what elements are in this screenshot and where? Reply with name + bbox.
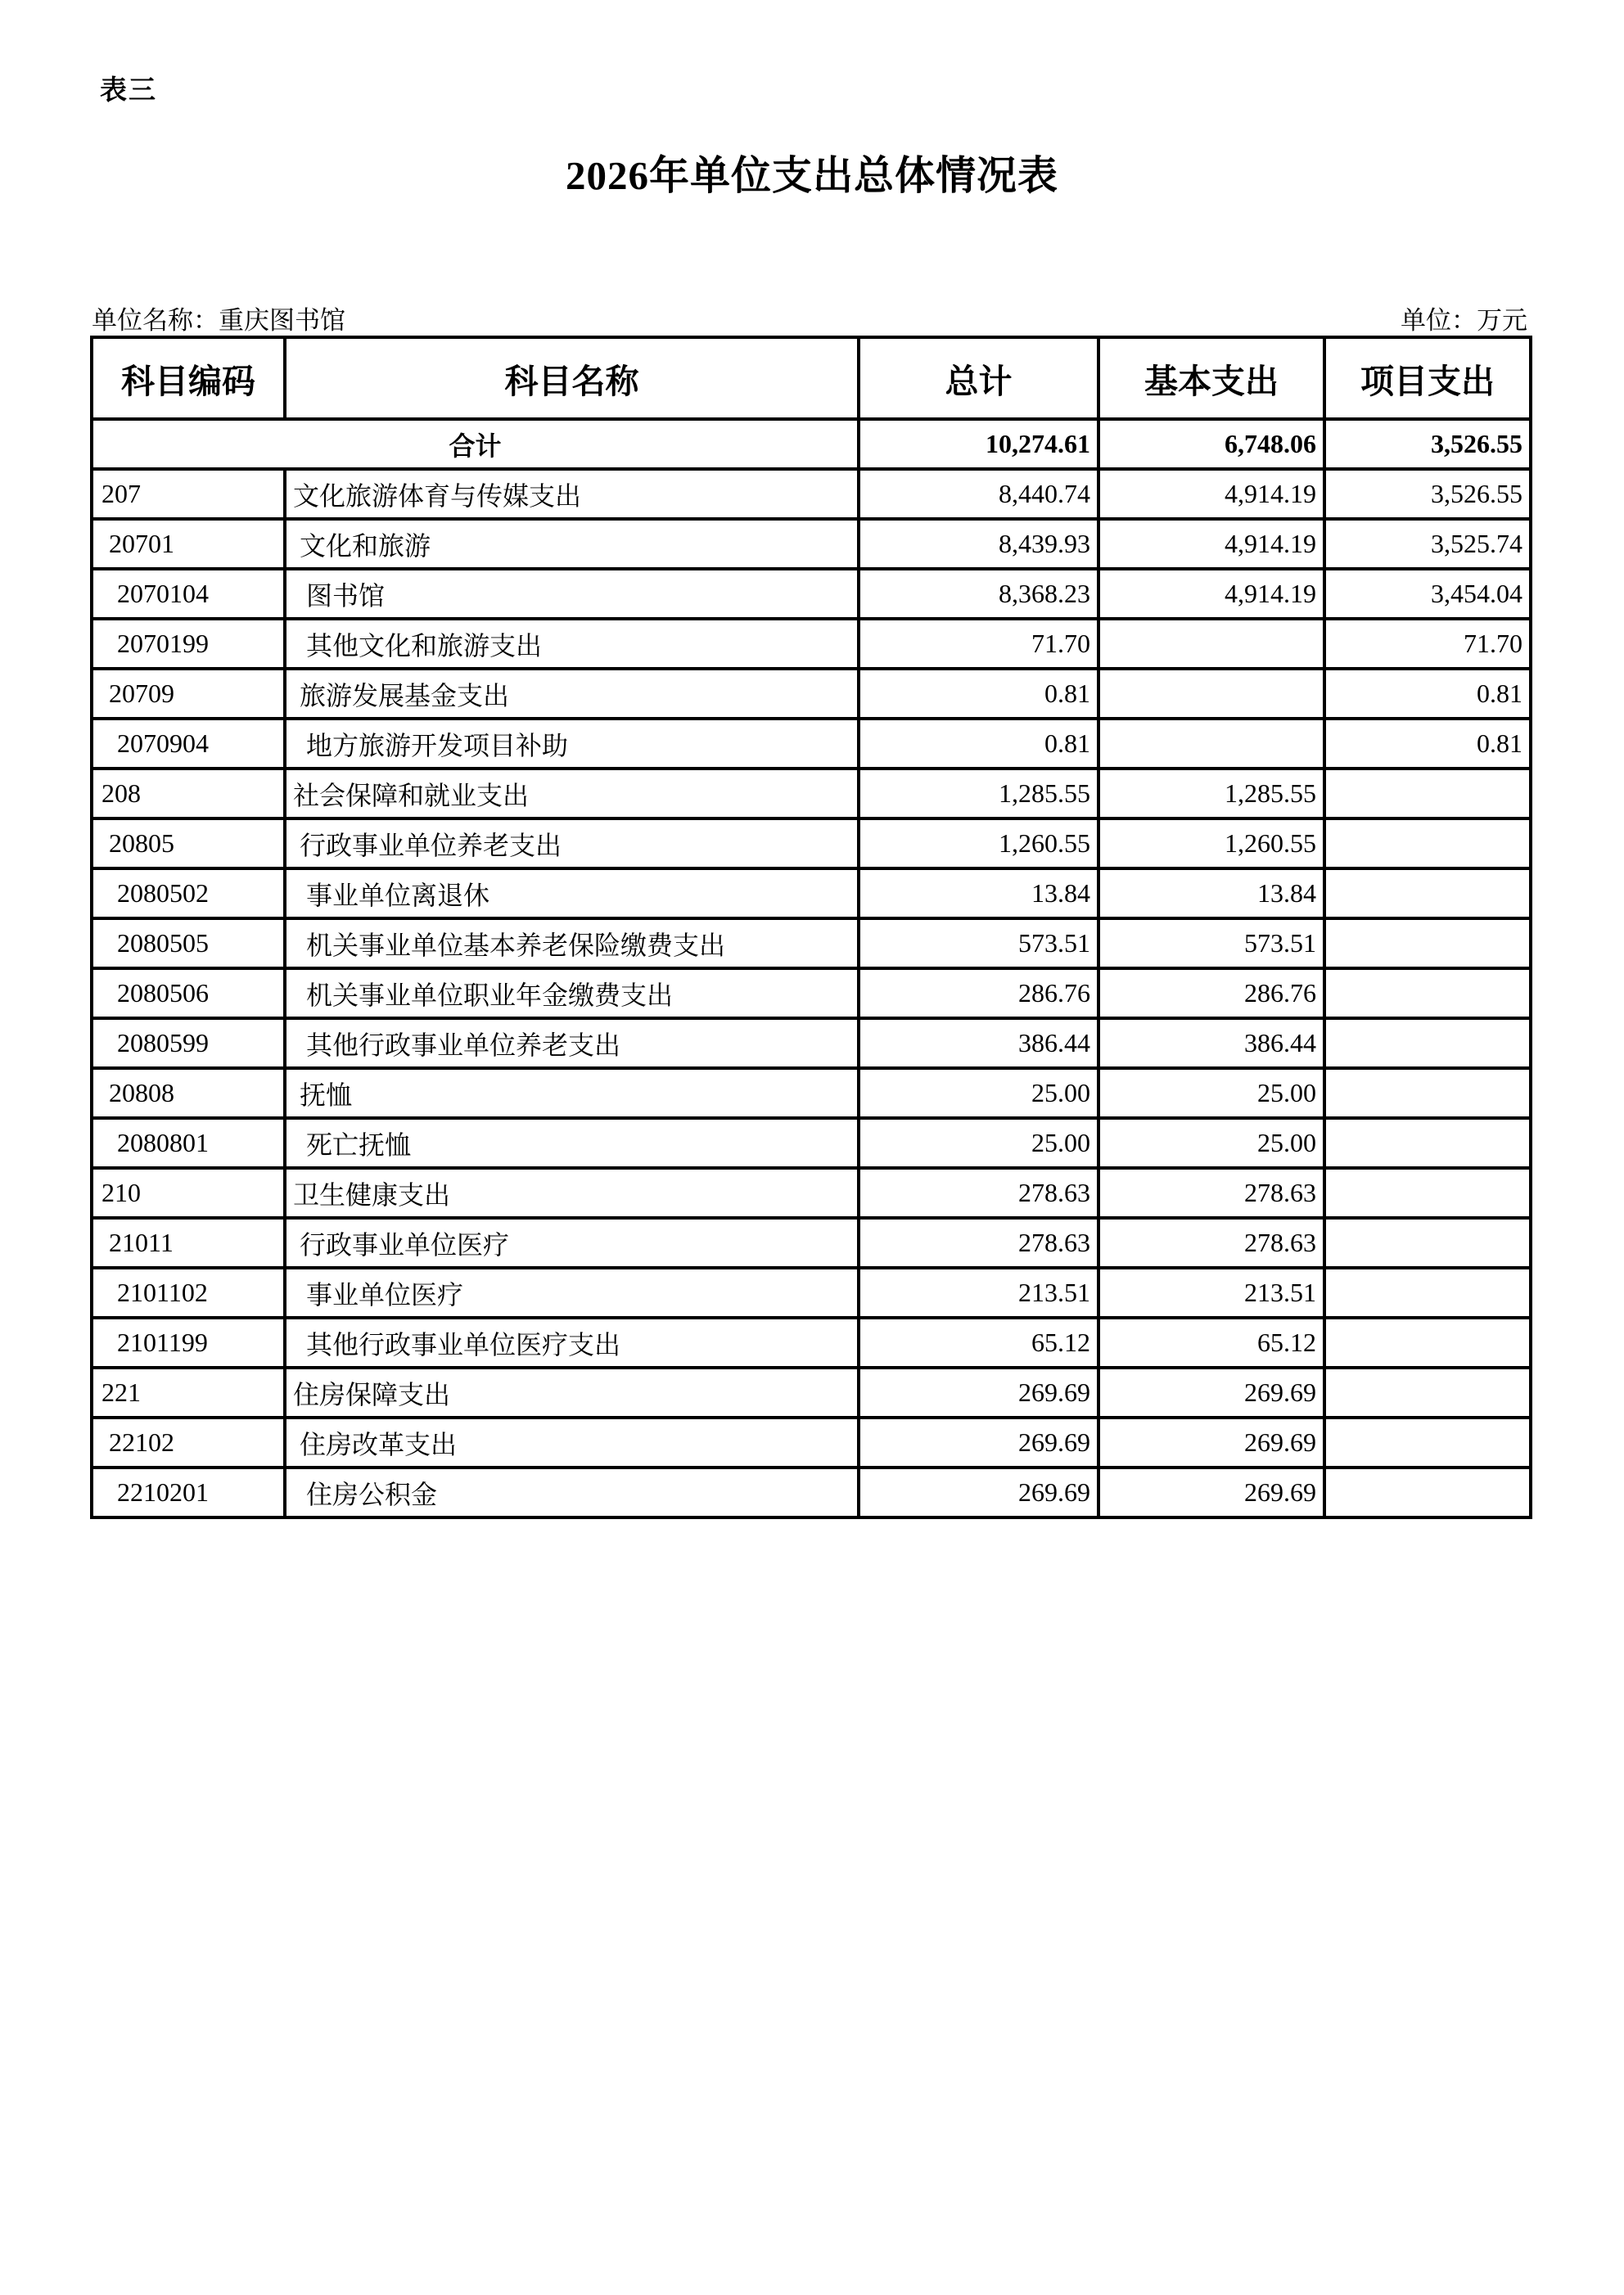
project-expenditure-cell [1324,1068,1531,1118]
subject-code-cell: 21011 [92,1218,285,1268]
basic-expenditure-cell: 25.00 [1098,1068,1324,1118]
project-expenditure-cell: 3,454.04 [1324,569,1531,619]
subject-code-cell: 2080506 [92,968,285,1018]
basic-expenditure-cell: 278.63 [1098,1168,1324,1218]
table-row [92,1068,1531,1118]
project-expenditure-cell: 3,526.55 [1324,469,1531,519]
basic-expenditure-cell: 269.69 [1098,1368,1324,1418]
total-value-cell: 573.51 [859,918,1098,968]
table-row [92,1168,1531,1218]
total-value-cell: 286.76 [859,968,1098,1018]
total-value-cell: 25.00 [859,1118,1098,1168]
project-expenditure-cell [1324,1018,1531,1068]
basic-expenditure-cell [1098,719,1324,769]
summary-label-cell: 合计 [92,419,859,469]
subject-code-cell: 2210201 [92,1468,285,1517]
subject-name-cell: 机关事业单位职业年金缴费支出 [285,968,859,1018]
total-value-cell: 8,368.23 [859,569,1098,619]
unit-of-measure-label: 单位：万元 [1401,306,1527,335]
basic-expenditure-cell: 386.44 [1098,1018,1324,1068]
subject-name-cell: 行政事业单位医疗 [285,1218,859,1268]
basic-expenditure-cell: 25.00 [1098,1118,1324,1168]
basic-expenditure-cell: 13.84 [1098,868,1324,918]
total-value-cell: 269.69 [859,1368,1098,1418]
total-value-cell: 65.12 [859,1318,1098,1368]
table-row [92,1268,1531,1318]
subject-code-cell: 2101199 [92,1318,285,1368]
total-value-cell: 278.63 [859,1218,1098,1268]
total-value-cell: 0.81 [859,669,1098,719]
subject-name-cell: 文化和旅游 [285,519,859,569]
project-expenditure-cell: 3,525.74 [1324,519,1531,569]
subject-name-cell: 旅游发展基金支出 [285,669,859,719]
project-expenditure-cell: 0.81 [1324,719,1531,769]
subject-code-cell: 2070199 [92,619,285,669]
basic-expenditure-cell: 286.76 [1098,968,1324,1018]
subject-name-cell: 机关事业单位基本养老保险缴费支出 [285,918,859,968]
basic-expenditure-cell: 269.69 [1098,1468,1324,1517]
project-expenditure-cell: 3,526.55 [1324,419,1531,469]
subject-code-cell: 20701 [92,519,285,569]
header-subject-name: 科目名称 [285,337,859,419]
table-row [92,1018,1531,1068]
total-value-cell: 213.51 [859,1268,1098,1318]
table-row [92,868,1531,918]
basic-expenditure-cell: 269.69 [1098,1418,1324,1468]
header-subject-code: 科目编码 [92,337,285,419]
table-body [92,419,1531,1517]
total-value-cell: 269.69 [859,1418,1098,1468]
subject-code-cell: 20709 [92,669,285,719]
table-row [92,1118,1531,1168]
basic-expenditure-cell [1098,619,1324,669]
table-row [92,818,1531,868]
table-row [92,719,1531,769]
table-row [92,1318,1531,1368]
total-value-cell: 1,285.55 [859,769,1098,818]
total-value-cell: 269.69 [859,1468,1098,1517]
subject-name-cell: 事业单位医疗 [285,1268,859,1318]
table-row [92,1468,1531,1517]
header-project-expenditure: 项目支出 [1324,337,1531,419]
total-value-cell: 0.81 [859,719,1098,769]
total-value-cell: 10,274.61 [859,419,1098,469]
subject-code-cell: 2101102 [92,1268,285,1318]
table-row [92,1368,1531,1418]
subject-code-cell: 2070904 [92,719,285,769]
subject-code-cell: 2080502 [92,868,285,918]
subject-name-cell: 其他文化和旅游支出 [285,619,859,669]
subject-code-cell: 2070104 [92,569,285,619]
subject-code-cell: 20808 [92,1068,285,1118]
basic-expenditure-cell: 278.63 [1098,1218,1324,1268]
table-row [92,769,1531,818]
table-row [92,569,1531,619]
expenditure-table [90,336,1532,1519]
subject-name-cell: 文化旅游体育与传媒支出 [285,469,859,519]
header-total: 总计 [859,337,1098,419]
subject-code-cell: 207 [92,469,285,519]
total-value-cell: 13.84 [859,868,1098,918]
total-value-cell: 8,440.74 [859,469,1098,519]
basic-expenditure-cell: 4,914.19 [1098,569,1324,619]
project-expenditure-cell: 0.81 [1324,669,1531,719]
table-row [92,1418,1531,1468]
table-row [92,918,1531,968]
total-value-cell: 278.63 [859,1168,1098,1218]
project-expenditure-cell [1324,868,1531,918]
subject-name-cell: 图书馆 [285,569,859,619]
table-row [92,519,1531,569]
meta-row [92,300,1527,336]
subject-code-cell: 221 [92,1368,285,1418]
page-title: 2026年单位支出总体情况表 [565,153,1058,198]
subject-code-cell: 20805 [92,818,285,868]
project-expenditure-cell [1324,1268,1531,1318]
subject-name-cell: 抚恤 [285,1068,859,1118]
basic-expenditure-cell: 6,748.06 [1098,419,1324,469]
table-row [92,1218,1531,1268]
subject-name-cell: 行政事业单位养老支出 [285,818,859,868]
project-expenditure-cell [1324,769,1531,818]
basic-expenditure-cell: 1,285.55 [1098,769,1324,818]
subject-name-cell: 死亡抚恤 [285,1118,859,1168]
table-header [92,337,1531,419]
total-value-cell: 1,260.55 [859,818,1098,868]
unit-name-label: 单位名称：重庆图书馆 [92,306,345,335]
subject-code-cell: 2080801 [92,1118,285,1168]
basic-expenditure-cell: 4,914.19 [1098,519,1324,569]
project-expenditure-cell [1324,1468,1531,1517]
subject-name-cell: 住房公积金 [285,1468,859,1517]
subject-name-cell: 社会保障和就业支出 [285,769,859,818]
subject-name-cell: 住房改革支出 [285,1418,859,1468]
project-expenditure-cell [1324,1118,1531,1168]
total-value-cell: 8,439.93 [859,519,1098,569]
subject-code-cell: 22102 [92,1418,285,1468]
subject-name-cell: 卫生健康支出 [285,1168,859,1218]
project-expenditure-cell [1324,918,1531,968]
total-value-cell: 386.44 [859,1018,1098,1068]
basic-expenditure-cell: 1,260.55 [1098,818,1324,868]
table-number-label: 表三 [100,74,157,105]
subject-code-cell: 2080505 [92,918,285,968]
table-row [92,669,1531,719]
project-expenditure-cell [1324,1168,1531,1218]
subject-name-cell: 其他行政事业单位养老支出 [285,1018,859,1068]
project-expenditure-cell [1324,1418,1531,1468]
project-expenditure-cell [1324,1368,1531,1418]
table-row [92,968,1531,1018]
table-row [92,619,1531,669]
subject-name-cell: 住房保障支出 [285,1368,859,1418]
project-expenditure-cell [1324,1218,1531,1268]
total-value-cell: 25.00 [859,1068,1098,1118]
basic-expenditure-cell: 4,914.19 [1098,469,1324,519]
basic-expenditure-cell: 213.51 [1098,1268,1324,1318]
subject-name-cell: 事业单位离退休 [285,868,859,918]
subject-code-cell: 208 [92,769,285,818]
project-expenditure-cell [1324,1318,1531,1368]
summary-row [92,419,1531,469]
project-expenditure-cell [1324,818,1531,868]
table-row [92,469,1531,519]
project-expenditure-cell: 71.70 [1324,619,1531,669]
project-expenditure-cell [1324,968,1531,1018]
subject-name-cell: 其他行政事业单位医疗支出 [285,1318,859,1368]
basic-expenditure-cell [1098,669,1324,719]
subject-name-cell: 地方旅游开发项目补助 [285,719,859,769]
basic-expenditure-cell: 65.12 [1098,1318,1324,1368]
basic-expenditure-cell: 573.51 [1098,918,1324,968]
header-basic-expenditure: 基本支出 [1098,337,1324,419]
total-value-cell: 71.70 [859,619,1098,669]
subject-code-cell: 2080599 [92,1018,285,1068]
subject-code-cell: 210 [92,1168,285,1218]
